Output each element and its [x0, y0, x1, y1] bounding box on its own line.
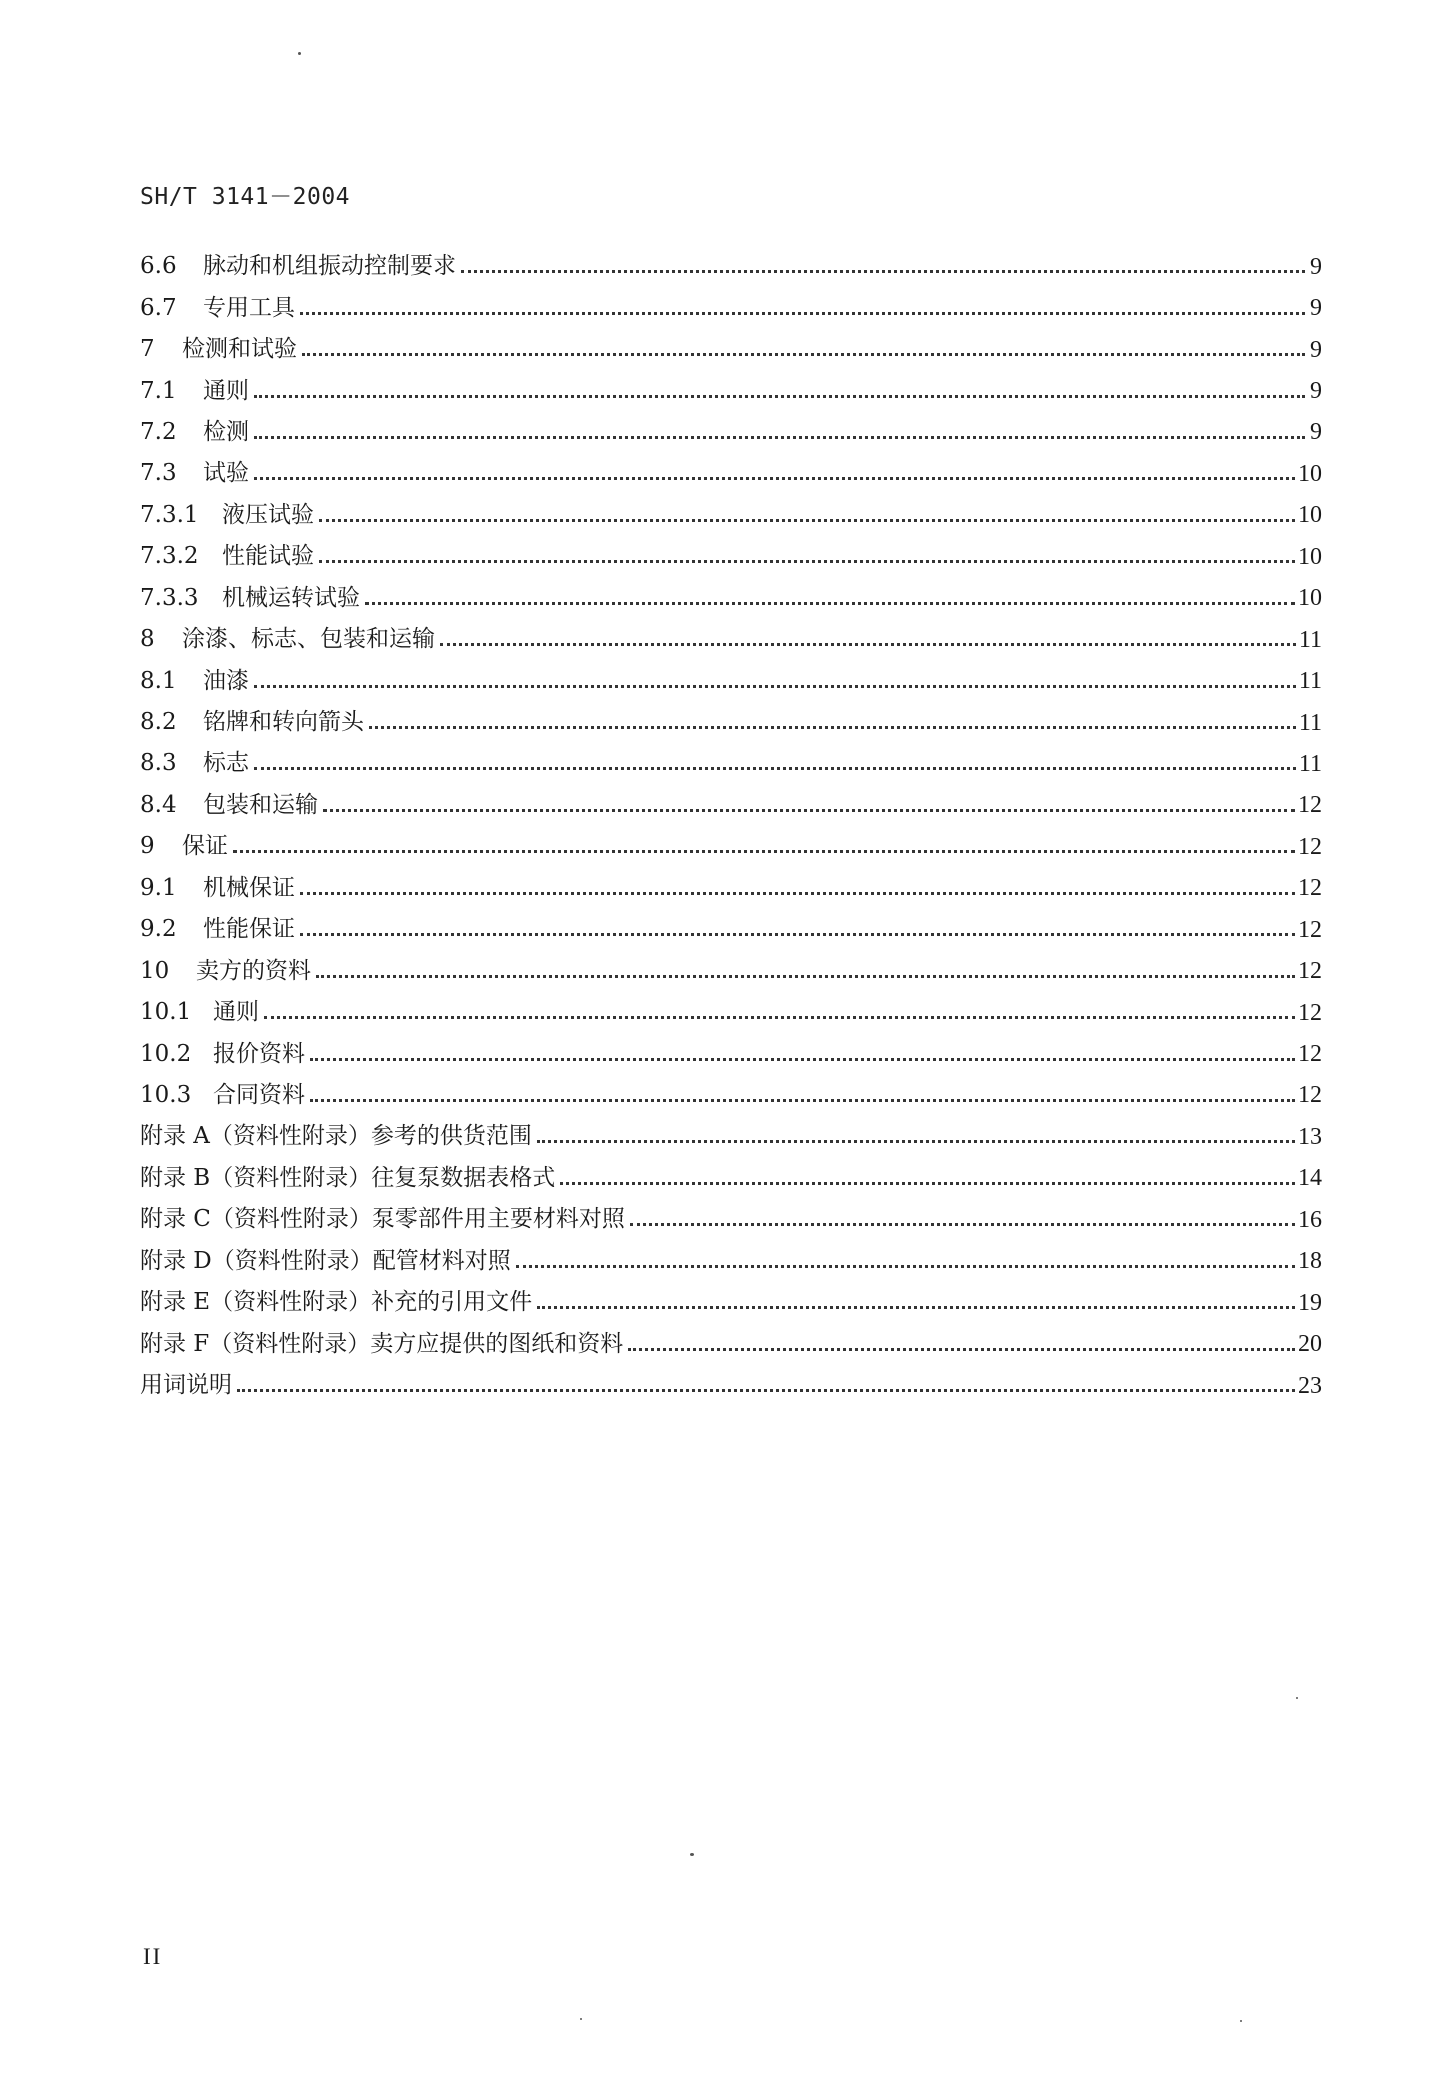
toc-entry-number: 9.1 — [140, 874, 177, 901]
toc-dot-leader — [365, 602, 1295, 605]
toc-entry-number: 8.3 — [140, 750, 177, 777]
toc-entry — [140, 1282, 1322, 1323]
toc-dot-leader — [319, 519, 1295, 522]
toc-entry-page: 19 — [1298, 1289, 1322, 1316]
toc-entry-page: 12 — [1298, 958, 1322, 985]
toc-entry — [140, 287, 1322, 328]
toc-entry — [140, 1365, 1322, 1406]
toc-entry-title: 机械运转试验 — [222, 584, 360, 611]
toc-entry — [140, 1158, 1322, 1199]
toc-entry-page: 13 — [1298, 1123, 1322, 1150]
toc-dot-leader — [440, 643, 1296, 646]
toc-entry-page: 12 — [1298, 999, 1322, 1026]
toc-entry-page: 10 — [1298, 502, 1322, 529]
toc-entry-page: 12 — [1298, 875, 1322, 902]
toc-dot-leader — [300, 933, 1295, 936]
toc-entry-number: 10 — [140, 957, 170, 984]
toc-entry-page: 14 — [1298, 1165, 1322, 1192]
toc-entry-number: 7.3 — [140, 460, 177, 487]
toc-entry-title: 附录 C（资料性附录）泵零部件用主要材料对照 — [140, 1206, 625, 1233]
toc-dot-leader — [537, 1140, 1295, 1143]
toc-dot-leader — [237, 1389, 1295, 1392]
toc-entry — [140, 1241, 1322, 1282]
toc-entry-page: 9 — [1310, 295, 1322, 322]
toc-dot-leader — [254, 395, 1305, 398]
toc-entry-title: 机械保证 — [203, 874, 295, 901]
toc-entry — [140, 578, 1322, 619]
toc-entry — [140, 702, 1322, 743]
toc-dot-leader — [310, 1058, 1295, 1061]
toc-entry-title: 包装和运输 — [203, 791, 318, 818]
toc-entry-title: 性能试验 — [222, 543, 314, 570]
toc-entry-page: 12 — [1298, 1041, 1322, 1068]
toc-entry-page: 9 — [1310, 336, 1322, 363]
toc-entry-title: 脉动和机组振动控制要求 — [203, 253, 456, 280]
toc-entry-page: 11 — [1298, 750, 1322, 777]
toc-entry — [140, 743, 1322, 784]
toc-dot-leader — [537, 1306, 1295, 1309]
toc-entry — [140, 329, 1322, 370]
toc-entry-number: 7 — [140, 336, 155, 363]
toc-entry-number: 7.3.3 — [140, 584, 199, 611]
toc-entry-title: 附录 B（资料性附录）往复泵数据表格式 — [140, 1164, 556, 1191]
toc-entry-title: 专用工具 — [203, 294, 295, 321]
toc-entry-number: 8.4 — [140, 791, 177, 818]
toc-entry — [140, 619, 1322, 660]
toc-entry-page: 9 — [1310, 253, 1322, 280]
toc-entry — [140, 1075, 1322, 1116]
toc-entry-page: 11 — [1298, 668, 1322, 695]
toc-entry-page: 23 — [1298, 1372, 1322, 1399]
toc-entry-title: 通则 — [203, 377, 249, 404]
toc-dot-leader — [254, 767, 1296, 770]
toc-dot-leader — [310, 1099, 1295, 1102]
toc-entry-number: 7.3.1 — [140, 501, 199, 528]
toc-dot-leader — [369, 726, 1296, 729]
document-code: SH/T 3141－2004 — [140, 184, 351, 210]
scan-speck — [1240, 2020, 1242, 2022]
toc-entry-number: 6.7 — [140, 294, 177, 321]
toc-dot-leader — [316, 975, 1295, 978]
toc-entry-title: 合同资料 — [213, 1081, 305, 1108]
toc-dot-leader — [560, 1182, 1295, 1185]
toc-entry-page: 12 — [1298, 1082, 1322, 1109]
toc-entry-number: 10.3 — [140, 1081, 192, 1108]
toc-entry-page: 10 — [1298, 543, 1322, 570]
toc-entry-page: 12 — [1298, 833, 1322, 860]
toc-entry — [140, 536, 1322, 577]
toc-entry — [140, 1033, 1322, 1074]
toc-entry-title: 检测 — [203, 418, 249, 445]
toc-entry-title: 通则 — [213, 999, 259, 1026]
toc-entry — [140, 868, 1322, 909]
toc-entry-page: 12 — [1298, 916, 1322, 943]
toc-entry-number: 8 — [140, 626, 155, 653]
toc-dot-leader — [254, 477, 1295, 480]
toc-dot-leader — [300, 892, 1295, 895]
toc-entry-title: 油漆 — [203, 667, 249, 694]
toc-entry-number: 7.3.2 — [140, 543, 199, 570]
toc-entry-title: 涂漆、标志、包装和运输 — [182, 626, 435, 653]
toc-dot-leader — [264, 1016, 1295, 1019]
toc-dot-leader — [233, 850, 1295, 853]
toc-entry — [140, 992, 1322, 1033]
toc-dot-leader — [516, 1265, 1295, 1268]
toc-dot-leader — [254, 685, 1296, 688]
toc-dot-leader — [628, 1348, 1295, 1351]
toc-entry-number: 6.6 — [140, 253, 177, 280]
toc-dot-leader — [254, 436, 1305, 439]
toc-entry-page: 20 — [1298, 1331, 1322, 1358]
toc-entry — [140, 660, 1322, 701]
toc-entry-number: 7.2 — [140, 418, 177, 445]
toc-entry-number: 7.1 — [140, 377, 177, 404]
toc-entry-title: 报价资料 — [213, 1040, 305, 1067]
scan-speck — [1296, 1697, 1298, 1699]
table-of-contents — [140, 246, 1322, 1406]
toc-entry-title: 保证 — [182, 833, 228, 860]
scan-speck — [690, 1853, 694, 1856]
scan-speck — [298, 52, 301, 55]
toc-entry-number: 8.1 — [140, 667, 177, 694]
toc-entry — [140, 785, 1322, 826]
toc-entry — [140, 826, 1322, 867]
toc-entry-title: 铭牌和转向箭头 — [203, 709, 364, 736]
toc-entry — [140, 909, 1322, 950]
toc-entry — [140, 495, 1322, 536]
toc-dot-leader — [300, 312, 1305, 315]
toc-entry-title: 检测和试验 — [182, 336, 297, 363]
toc-entry — [140, 412, 1322, 453]
toc-entry-page: 18 — [1298, 1248, 1322, 1275]
toc-entry — [140, 1116, 1322, 1157]
toc-entry — [140, 370, 1322, 411]
toc-entry — [140, 246, 1322, 287]
toc-entry-number: 9.2 — [140, 916, 177, 943]
toc-entry-title: 性能保证 — [203, 916, 295, 943]
toc-dot-leader — [302, 353, 1305, 356]
toc-entry-page: 10 — [1298, 460, 1322, 487]
toc-entry-page: 16 — [1298, 1206, 1322, 1233]
toc-entry-title: 卖方的资料 — [196, 957, 311, 984]
toc-entry — [140, 453, 1322, 494]
toc-entry-number: 8.2 — [140, 709, 177, 736]
toc-entry — [140, 950, 1322, 991]
page-number: II — [143, 1944, 163, 1969]
toc-entry-title: 试验 — [203, 460, 249, 487]
toc-entry-page: 9 — [1310, 419, 1322, 446]
toc-entry — [140, 1199, 1322, 1240]
toc-dot-leader — [461, 270, 1305, 273]
toc-entry-title: 用词说明 — [140, 1372, 232, 1399]
scan-speck — [580, 2018, 582, 2020]
toc-entry-number: 10.1 — [140, 999, 192, 1026]
toc-entry-title: 附录 E（资料性附录）补充的引用文件 — [140, 1289, 533, 1316]
toc-dot-leader — [323, 809, 1295, 812]
toc-entry-number: 10.2 — [140, 1040, 192, 1067]
toc-entry-number: 9 — [140, 833, 155, 860]
toc-entry-page: 9 — [1310, 378, 1322, 405]
toc-dot-leader — [319, 560, 1295, 563]
toc-entry-title: 附录 F（资料性附录）卖方应提供的图纸和资料 — [140, 1330, 624, 1357]
toc-entry-page: 11 — [1298, 626, 1322, 653]
toc-entry-title: 标志 — [203, 750, 249, 777]
toc-entry-page: 12 — [1298, 792, 1322, 819]
toc-entry-title: 液压试验 — [222, 501, 314, 528]
toc-entry-title: 附录 D（资料性附录）配管材料对照 — [140, 1247, 511, 1274]
toc-entry-page: 10 — [1298, 585, 1322, 612]
toc-entry-title: 附录 A（资料性附录）参考的供货范围 — [140, 1123, 532, 1150]
toc-entry-page: 11 — [1298, 709, 1322, 736]
toc-entry — [140, 1323, 1322, 1364]
toc-dot-leader — [630, 1223, 1295, 1226]
